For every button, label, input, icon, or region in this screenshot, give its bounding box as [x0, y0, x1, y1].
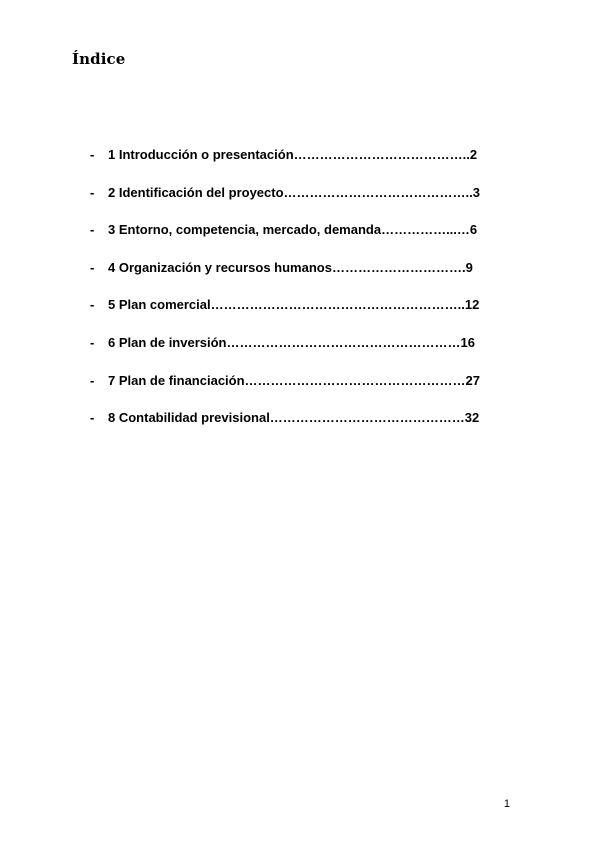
- toc-entry: [90, 221, 520, 259]
- toc-entry: [90, 146, 520, 184]
- toc-entry-text: 6 Plan de inversión………………………………………………16: [108, 334, 475, 350]
- toc-bullet: -: [90, 184, 95, 200]
- toc-entry-text: 8 Contabilidad previsional………………………………………32: [108, 410, 480, 426]
- toc-bullet: -: [90, 147, 95, 162]
- toc-entry-text: 5 Plan comercial…………………………………………………..12: [108, 297, 480, 313]
- toc-entry: [90, 409, 520, 447]
- toc-entry-text: 1 Introducción o presentación…………………………………..2: [108, 147, 478, 162]
- table-of-contents: [90, 146, 520, 447]
- toc-bullet: -: [90, 259, 95, 275]
- toc-bullet: -: [90, 297, 95, 313]
- toc-entry: [90, 334, 520, 372]
- toc-bullet: -: [90, 222, 95, 238]
- toc-entry-text: 3 Entorno, competencia, mercado, demanda……………...…6: [108, 222, 478, 238]
- page-title: Índice: [72, 50, 126, 68]
- page-number: 1: [503, 798, 510, 810]
- toc-entry-text: 7 Plan de financiación……………………………………………27: [108, 372, 480, 388]
- toc-entry-text: 2 Identificación del proyecto……………………………………..3: [108, 184, 480, 200]
- toc-entry: [90, 296, 520, 334]
- toc-entry: [90, 372, 520, 410]
- toc-entry: [90, 184, 520, 222]
- toc-bullet: -: [90, 334, 95, 350]
- toc-bullet: -: [90, 410, 95, 426]
- toc-entry: [90, 259, 520, 297]
- toc-entry-text: 4 Organización y recursos humanos………………………….9: [108, 259, 473, 275]
- toc-bullet: -: [90, 372, 95, 388]
